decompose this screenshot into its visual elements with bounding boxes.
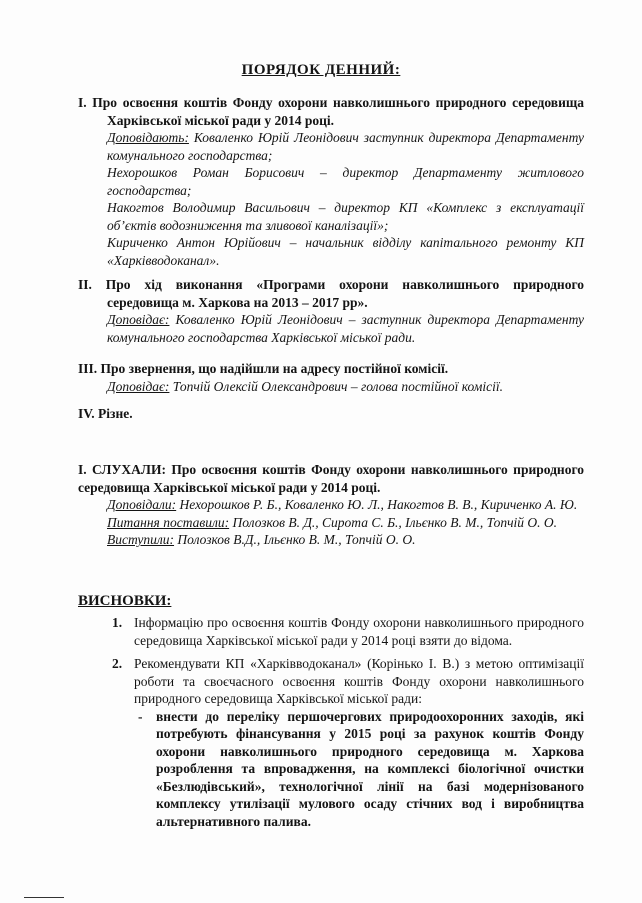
conclusion-2-subitem — [134, 708, 584, 831]
asked-names: Полозков В. Д., Сирота С. Б., Ільєнко В. М., Топчій О. О. — [232, 514, 558, 530]
heard-label: I. СЛУХАЛИ: — [78, 462, 166, 477]
spoke-out-names: Полозков В.Д., Ільєнко В. М., Топчій О. О. — [177, 532, 416, 547]
agenda-item-2 — [78, 276, 584, 346]
agenda-item-1-text — [78, 94, 584, 129]
agenda-item-1 — [78, 94, 584, 269]
heard-section — [78, 461, 584, 549]
footer-rule — [24, 897, 64, 898]
agenda-item-3-reporters — [78, 378, 584, 396]
conclusions-heading: ВИСНОВКИ: — [78, 593, 172, 609]
dash-bullet: - — [138, 708, 143, 724]
conclusions-heading-block — [78, 592, 584, 611]
agenda-item-4-text — [78, 405, 584, 423]
conclusion-2-text: Рекомендувати КП «Харківводоканал» (Корінько І. В.) з метою оптимізації роботи та своєчасного освоєння коштів Фонду охорони навколишнього природного середовища Харківської міської ради: — [134, 656, 584, 706]
spoke-names: Нехорошков Р. Б., Коваленко Ю. Л., Накогтов В. В., Кириченко А. Ю. — [179, 497, 578, 512]
agenda-item-1-number: I. — [78, 95, 87, 110]
agenda-item-2-reporters — [78, 311, 584, 346]
reporter-3: Накогтов Володимир Васильович – директор КП «Комплекс з експлуатації об’єктів водозниження та зливової каналізації»; — [107, 200, 584, 233]
agenda-item-3 — [78, 360, 584, 395]
reporter-1: Коваленко Юрій Леонідович заступник директора Департаменту комунального господарства; — [107, 130, 585, 163]
heard-spoke-out — [78, 531, 584, 549]
agenda-item-2-text — [78, 276, 584, 311]
heard-speakers — [78, 496, 584, 514]
reporter-label: Доповідає: — [107, 378, 170, 394]
agenda-item-3-number: III. — [78, 361, 98, 376]
reporter-label: Доповідають: — [107, 130, 189, 145]
conclusion-item-2 — [112, 655, 584, 830]
agenda-item-4 — [78, 405, 584, 423]
heard-questions — [78, 514, 584, 532]
conclusion-1-number: 1. — [112, 615, 123, 630]
conclusion-2-subtext: внести до переліку першочергових природоохоронних заходів, які потребують фінансування у 2015 році за рахунок коштів Фонду охорони навколишнього природного середовища м. Харкова розроблення та впровадження, на комплексі біологічної очистки «Безлюдівський», технологічної лінії на базі модернізованого комплексу утилізації мулового осаду стічних вод і виробництва альтернативного палива. — [156, 708, 584, 829]
spoke-out-label: Виступили: — [107, 532, 175, 547]
agenda-item-3-text — [78, 360, 584, 378]
conclusions-list — [112, 614, 584, 830]
agenda-item-2-number: II. — [78, 277, 92, 292]
conclusion-1-text: Інформацію про освоєння коштів Фонду охорони навколишнього природного середовища Харківської міської ради у 2014 році взяти до відома. — [134, 615, 584, 648]
agenda-item-4-title: Різне. — [98, 406, 133, 421]
reporter-1: Топчій Олексій Олександрович – голова постійної комісії. — [172, 378, 503, 394]
heard-text — [78, 461, 584, 496]
page-title: ПОРЯДОК ДЕННИЙ: — [241, 62, 401, 78]
asked-label: Питання поставили: — [107, 514, 230, 530]
agenda-item-3-title: Про звернення, що надійшли на адресу постійної комісії. — [100, 361, 449, 376]
agenda-item-2-title: Про хід виконання «Програми охорони навколишнього природного середовища м. Харкова на 2013 – 2017 рр». — [105, 277, 584, 310]
agenda-item-1-title: Про освоєння коштів Фонду охорони навколишнього природного середовища Харківської міської ради у 2014 році. — [92, 95, 585, 128]
agenda-item-1-reporters — [78, 129, 584, 269]
reporter-4: Кириченко Антон Юрійович – начальник відділу капітального ремонту КП «Харківводоканал». — [107, 235, 584, 268]
reporter-2: Нехорошков Роман Борисович – директор Департаменту житлового господарства; — [107, 165, 584, 198]
agenda-item-4-number: IV. — [78, 406, 95, 421]
spoke-label: Доповідали: — [107, 497, 177, 512]
reporter-1: Коваленко Юрій Леонідович – заступник директора Департаменту комунального господарства Харківської міської ради. — [107, 312, 585, 345]
conclusion-2-number: 2. — [112, 656, 123, 671]
reporter-label: Доповідає: — [107, 312, 170, 327]
conclusion-item-1 — [112, 614, 584, 649]
heard-topic: Про освоєння коштів Фонду охорони навколишнього природного середовища Харківської міської ради у 2014 році. — [78, 462, 585, 495]
